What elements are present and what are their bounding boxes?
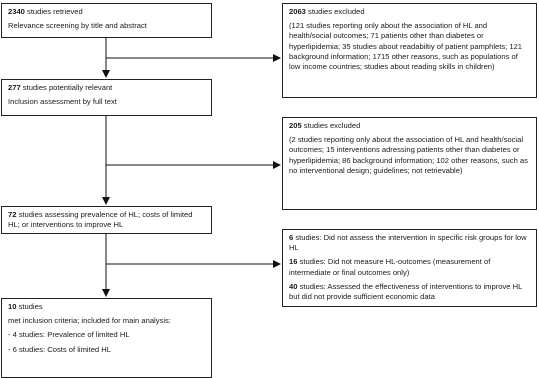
relevant-box [1, 79, 212, 116]
excluded2-details: (2 studies reporting only about the association of HL and health/social outcomes; 15 interventions adressing patients other than diabetes or hyperlipidemia; 86 background information; 102 other reasons, such as no interventional design; guidelines; not retrievable) [289, 135, 528, 175]
excluded-box-1 [282, 3, 537, 98]
excluded2-count: 205 [289, 121, 302, 130]
included-criteria: met inclusion criteria; included for main analysis: [8, 316, 171, 326]
excluded1-details: (121 studies reporting only about the association of HL and health/social outcomes; 71 patients other than diabetes or hyperlipidemia; 35 studies about readabiltiy of patient pamphlets; 121 background information; 1715 other reasons, such as populations of low income countries; studies about reading skills in children) [289, 21, 523, 72]
assessing-box [1, 206, 212, 234]
excluded3-item2-text: studies: Did not measure HL-outcomes (measurement of intermediate or final outcomes only) [289, 257, 491, 277]
included-item-costs: - 6 studies: Costs of limited HL [8, 344, 111, 354]
excluded-box-2 [282, 117, 537, 210]
retrieved-label: studies retrieved [24, 7, 83, 16]
retrieved-box [1, 3, 212, 38]
included-count-label: studies [16, 302, 43, 311]
excluded1-title: studies excluded [305, 7, 365, 16]
included-item-prevalence: - 4 studies: Prevalence of limited HL [8, 330, 130, 340]
excluded2-title: studies excluded [301, 121, 361, 130]
included-box [1, 298, 212, 378]
excluded1-count: 2063 [289, 7, 306, 16]
excluded3-item2-count: 16 [289, 257, 298, 267]
relevant-label: studies potentially relevant [20, 83, 113, 92]
assessing-count: 72 [8, 210, 17, 219]
excluded3-item1-count: 6 [289, 233, 294, 242]
assessment-label: Inclusion assessment by full text [8, 97, 117, 107]
screening-label: Relevance screening by title and abstract [8, 21, 147, 31]
assessing-label: studies assessing prevalence of HL; costs of limited HL; or interventions to improve HL [8, 210, 193, 230]
included-count: 10 [8, 302, 17, 311]
excluded-box-3 [282, 229, 537, 307]
excluded3-item3-text: studies: Assessed the effectiveness of interventions to improve HL but did not provide sufficient economic data [289, 281, 523, 302]
retrieved-count: 2340 [8, 7, 25, 16]
excluded3-item1-text: studies: Did not assess the intervention in specific risk groups for low HL [289, 233, 527, 253]
relevant-count: 277 [8, 83, 21, 92]
excluded3-item3-count: 40 [289, 281, 298, 291]
